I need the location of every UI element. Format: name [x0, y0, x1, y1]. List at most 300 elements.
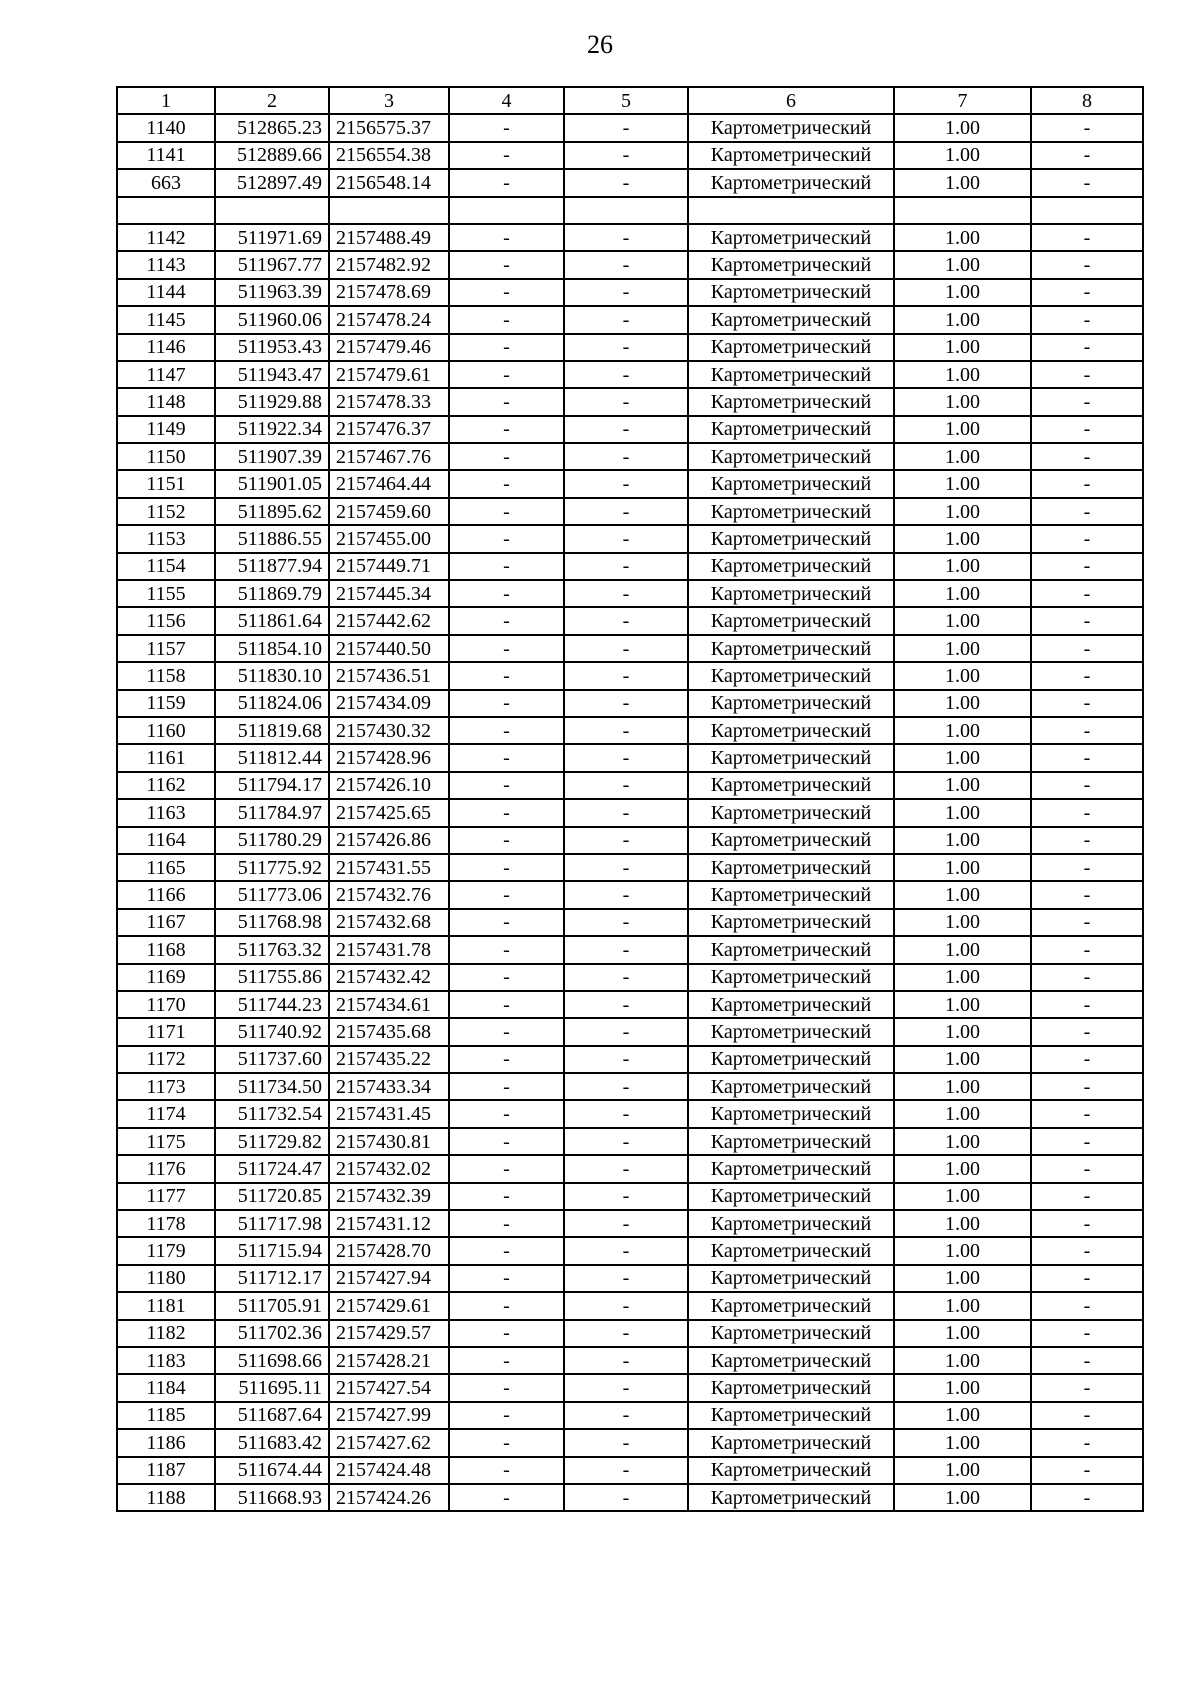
y-coordinate-cell: 2157428.96 — [329, 744, 449, 771]
table-row — [117, 224, 1143, 251]
method-cell: Картометрический — [688, 1237, 894, 1264]
point-number-cell — [117, 197, 215, 224]
accuracy-cell: 1.00 — [894, 416, 1031, 443]
col4-cell: - — [449, 224, 564, 251]
x-coordinate-cell: 511960.06 — [215, 306, 329, 333]
method-cell: Картометрический — [688, 909, 894, 936]
col8-cell: - — [1031, 361, 1143, 388]
col8-cell: - — [1031, 443, 1143, 470]
table-row — [117, 1100, 1143, 1127]
x-coordinate-cell: 511812.44 — [215, 744, 329, 771]
col5-cell: - — [564, 772, 688, 799]
col5-cell: - — [564, 827, 688, 854]
accuracy-cell: 1.00 — [894, 1155, 1031, 1182]
accuracy-cell: 1.00 — [894, 607, 1031, 634]
x-coordinate-cell: 511674.44 — [215, 1457, 329, 1484]
col4-cell: - — [449, 1073, 564, 1100]
col5-cell: - — [564, 662, 688, 689]
x-coordinate-cell: 511886.55 — [215, 525, 329, 552]
col4-cell: - — [449, 525, 564, 552]
col5-cell: - — [564, 991, 688, 1018]
col4-cell: - — [449, 936, 564, 963]
y-coordinate-cell: 2157424.26 — [329, 1484, 449, 1511]
col4-cell — [449, 197, 564, 224]
table-row — [117, 1374, 1143, 1401]
accuracy-cell: 1.00 — [894, 553, 1031, 580]
col4-cell: - — [449, 1402, 564, 1429]
y-coordinate-cell: 2157434.61 — [329, 991, 449, 1018]
col5-cell: - — [564, 114, 688, 141]
col4-cell: - — [449, 1429, 564, 1456]
col5-cell: - — [564, 1320, 688, 1347]
col8-cell: - — [1031, 690, 1143, 717]
accuracy-cell: 1.00 — [894, 1374, 1031, 1401]
col8-cell: - — [1031, 772, 1143, 799]
x-coordinate-cell: 511794.17 — [215, 772, 329, 799]
col8-cell: - — [1031, 470, 1143, 497]
y-coordinate-cell: 2157426.10 — [329, 772, 449, 799]
col8-cell: - — [1031, 744, 1143, 771]
column-header: 5 — [564, 87, 688, 114]
x-coordinate-cell: 511720.85 — [215, 1183, 329, 1210]
col4-cell: - — [449, 580, 564, 607]
method-cell: Картометрический — [688, 553, 894, 580]
col8-cell: - — [1031, 662, 1143, 689]
point-number-cell: 1175 — [117, 1128, 215, 1155]
method-cell: Картометрический — [688, 580, 894, 607]
table-row — [117, 1128, 1143, 1155]
col4-cell: - — [449, 827, 564, 854]
col4-cell: - — [449, 470, 564, 497]
col5-cell: - — [564, 525, 688, 552]
col8-cell: - — [1031, 1018, 1143, 1045]
col5-cell: - — [564, 498, 688, 525]
accuracy-cell: 1.00 — [894, 662, 1031, 689]
x-coordinate-cell: 511943.47 — [215, 361, 329, 388]
method-cell: Картометрический — [688, 854, 894, 881]
col4-cell: - — [449, 1457, 564, 1484]
x-coordinate-cell: 511967.77 — [215, 251, 329, 278]
x-coordinate-cell: 511830.10 — [215, 662, 329, 689]
col8-cell: - — [1031, 991, 1143, 1018]
y-coordinate-cell: 2157434.09 — [329, 690, 449, 717]
col8-cell: - — [1031, 635, 1143, 662]
accuracy-cell: 1.00 — [894, 1265, 1031, 1292]
point-number-cell: 1154 — [117, 553, 215, 580]
col5-cell: - — [564, 964, 688, 991]
col5-cell: - — [564, 1347, 688, 1374]
col5-cell: - — [564, 1402, 688, 1429]
x-coordinate-cell: 511729.82 — [215, 1128, 329, 1155]
point-number-cell: 1167 — [117, 909, 215, 936]
table-row — [117, 607, 1143, 634]
y-coordinate-cell: 2157442.62 — [329, 607, 449, 634]
col4-cell: - — [449, 607, 564, 634]
table-row — [117, 1183, 1143, 1210]
method-cell: Картометрический — [688, 1374, 894, 1401]
col5-cell: - — [564, 1046, 688, 1073]
method-cell: Картометрический — [688, 936, 894, 963]
accuracy-cell: 1.00 — [894, 744, 1031, 771]
accuracy-cell: 1.00 — [894, 1347, 1031, 1374]
method-cell: Картометрический — [688, 690, 894, 717]
accuracy-cell: 1.00 — [894, 717, 1031, 744]
col5-cell: - — [564, 607, 688, 634]
accuracy-cell: 1.00 — [894, 936, 1031, 963]
point-number-cell: 1173 — [117, 1073, 215, 1100]
table-row — [117, 1292, 1143, 1319]
accuracy-cell: 1.00 — [894, 854, 1031, 881]
col8-cell: - — [1031, 1320, 1143, 1347]
method-cell: Картометрический — [688, 114, 894, 141]
accuracy-cell: 1.00 — [894, 991, 1031, 1018]
col4-cell: - — [449, 854, 564, 881]
x-coordinate-cell: 511705.91 — [215, 1292, 329, 1319]
y-coordinate-cell: 2157479.61 — [329, 361, 449, 388]
col4-cell: - — [449, 251, 564, 278]
method-cell: Картометрический — [688, 443, 894, 470]
table-row — [117, 717, 1143, 744]
table-row — [117, 388, 1143, 415]
accuracy-cell: 1.00 — [894, 827, 1031, 854]
x-coordinate-cell: 511755.86 — [215, 964, 329, 991]
point-number-cell: 1165 — [117, 854, 215, 881]
method-cell: Картометрический — [688, 827, 894, 854]
page-number: 26 — [587, 30, 613, 59]
method-cell: Картометрический — [688, 1018, 894, 1045]
col5-cell: - — [564, 1374, 688, 1401]
col5-cell: - — [564, 470, 688, 497]
col4-cell: - — [449, 717, 564, 744]
point-number-cell: 1184 — [117, 1374, 215, 1401]
y-coordinate-cell: 2157435.22 — [329, 1046, 449, 1073]
column-header: 6 — [688, 87, 894, 114]
accuracy-cell: 1.00 — [894, 114, 1031, 141]
col8-cell: - — [1031, 1046, 1143, 1073]
col5-cell: - — [564, 361, 688, 388]
col8-cell: - — [1031, 251, 1143, 278]
table-row — [117, 909, 1143, 936]
y-coordinate-cell: 2157430.32 — [329, 717, 449, 744]
table-row — [117, 690, 1143, 717]
column-header: 2 — [215, 87, 329, 114]
point-number-cell: 1170 — [117, 991, 215, 1018]
point-number-cell: 1157 — [117, 635, 215, 662]
accuracy-cell: 1.00 — [894, 1237, 1031, 1264]
col8-cell: - — [1031, 279, 1143, 306]
col4-cell: - — [449, 443, 564, 470]
method-cell: Картометрический — [688, 1457, 894, 1484]
table-row — [117, 936, 1143, 963]
col8-cell: - — [1031, 1100, 1143, 1127]
table-row — [117, 306, 1143, 333]
y-coordinate-cell: 2157427.94 — [329, 1265, 449, 1292]
col8-cell: - — [1031, 580, 1143, 607]
accuracy-cell: 1.00 — [894, 224, 1031, 251]
col5-cell: - — [564, 224, 688, 251]
col4-cell: - — [449, 690, 564, 717]
method-cell: Картометрический — [688, 224, 894, 251]
table-row — [117, 334, 1143, 361]
y-coordinate-cell: 2157478.33 — [329, 388, 449, 415]
y-coordinate-cell: 2157432.42 — [329, 964, 449, 991]
column-header: 7 — [894, 87, 1031, 114]
col4-cell: - — [449, 964, 564, 991]
x-coordinate-cell: 512889.66 — [215, 142, 329, 169]
col8-cell: - — [1031, 169, 1143, 196]
y-coordinate-cell: 2157428.70 — [329, 1237, 449, 1264]
table-row — [117, 525, 1143, 552]
method-cell: Картометрический — [688, 1210, 894, 1237]
table-body — [117, 114, 1143, 1511]
point-number-cell: 1152 — [117, 498, 215, 525]
accuracy-cell: 1.00 — [894, 306, 1031, 333]
col5-cell: - — [564, 1237, 688, 1264]
col4-cell: - — [449, 1128, 564, 1155]
x-coordinate-cell: 511775.92 — [215, 854, 329, 881]
y-coordinate-cell: 2157459.60 — [329, 498, 449, 525]
col5-cell: - — [564, 142, 688, 169]
method-cell: Картометрический — [688, 169, 894, 196]
point-number-cell: 1153 — [117, 525, 215, 552]
table-row — [117, 1210, 1143, 1237]
x-coordinate-cell: 511929.88 — [215, 388, 329, 415]
accuracy-cell: 1.00 — [894, 1484, 1031, 1511]
column-header: 1 — [117, 87, 215, 114]
y-coordinate-cell — [329, 197, 449, 224]
y-coordinate-cell: 2157435.68 — [329, 1018, 449, 1045]
col4-cell: - — [449, 1018, 564, 1045]
col4-cell: - — [449, 388, 564, 415]
col5-cell: - — [564, 1100, 688, 1127]
column-header: 4 — [449, 87, 564, 114]
x-coordinate-cell: 511744.23 — [215, 991, 329, 1018]
x-coordinate-cell: 512897.49 — [215, 169, 329, 196]
x-coordinate-cell: 511780.29 — [215, 827, 329, 854]
x-coordinate-cell: 511768.98 — [215, 909, 329, 936]
method-cell: Картометрический — [688, 416, 894, 443]
point-number-cell: 1172 — [117, 1046, 215, 1073]
col5-cell: - — [564, 1457, 688, 1484]
col4-cell: - — [449, 498, 564, 525]
point-number-cell: 1163 — [117, 799, 215, 826]
point-number-cell: 1161 — [117, 744, 215, 771]
y-coordinate-cell: 2157432.39 — [329, 1183, 449, 1210]
col5-cell: - — [564, 1073, 688, 1100]
point-number-cell: 1181 — [117, 1292, 215, 1319]
col5-cell: - — [564, 1292, 688, 1319]
col5-cell: - — [564, 1128, 688, 1155]
table-row — [117, 1320, 1143, 1347]
col5-cell: - — [564, 717, 688, 744]
col5-cell: - — [564, 909, 688, 936]
y-coordinate-cell: 2157478.69 — [329, 279, 449, 306]
x-coordinate-cell: 511702.36 — [215, 1320, 329, 1347]
method-cell: Картометрический — [688, 1155, 894, 1182]
col5-cell: - — [564, 1155, 688, 1182]
accuracy-cell: 1.00 — [894, 443, 1031, 470]
col4-cell: - — [449, 1484, 564, 1511]
table-row — [117, 498, 1143, 525]
x-coordinate-cell: 511715.94 — [215, 1237, 329, 1264]
y-coordinate-cell: 2157431.55 — [329, 854, 449, 881]
table-row — [117, 142, 1143, 169]
table-row — [117, 1484, 1143, 1511]
y-coordinate-cell: 2157445.34 — [329, 580, 449, 607]
x-coordinate-cell: 511724.47 — [215, 1155, 329, 1182]
col4-cell: - — [449, 306, 564, 333]
accuracy-cell: 1.00 — [894, 334, 1031, 361]
col4-cell: - — [449, 1265, 564, 1292]
x-coordinate-cell: 511861.64 — [215, 607, 329, 634]
accuracy-cell: 1.00 — [894, 1402, 1031, 1429]
table-row — [117, 799, 1143, 826]
col5-cell: - — [564, 306, 688, 333]
col4-cell: - — [449, 662, 564, 689]
point-number-cell: 1186 — [117, 1429, 215, 1456]
point-number-cell: 1168 — [117, 936, 215, 963]
method-cell: Картометрический — [688, 498, 894, 525]
x-coordinate-cell: 511773.06 — [215, 881, 329, 908]
accuracy-cell: 1.00 — [894, 251, 1031, 278]
col4-cell: - — [449, 1046, 564, 1073]
x-coordinate-cell: 511763.32 — [215, 936, 329, 963]
method-cell: Картометрический — [688, 1100, 894, 1127]
y-coordinate-cell: 2157424.48 — [329, 1457, 449, 1484]
method-cell: Картометрический — [688, 744, 894, 771]
point-number-cell: 1156 — [117, 607, 215, 634]
col4-cell: - — [449, 1210, 564, 1237]
col4-cell: - — [449, 1100, 564, 1127]
table-row — [117, 114, 1143, 141]
col4-cell: - — [449, 1347, 564, 1374]
table-header-row — [117, 87, 1143, 114]
point-number-cell: 1162 — [117, 772, 215, 799]
col8-cell: - — [1031, 1374, 1143, 1401]
col4-cell: - — [449, 279, 564, 306]
point-number-cell: 1166 — [117, 881, 215, 908]
col5-cell: - — [564, 1183, 688, 1210]
table-row — [117, 251, 1143, 278]
col8-cell: - — [1031, 1484, 1143, 1511]
col4-cell: - — [449, 114, 564, 141]
point-number-cell: 1150 — [117, 443, 215, 470]
point-number-cell: 663 — [117, 169, 215, 196]
y-coordinate-cell: 2157427.99 — [329, 1402, 449, 1429]
x-coordinate-cell: 511717.98 — [215, 1210, 329, 1237]
accuracy-cell: 1.00 — [894, 1429, 1031, 1456]
method-cell: Картометрический — [688, 799, 894, 826]
accuracy-cell: 1.00 — [894, 1210, 1031, 1237]
table-row — [117, 1347, 1143, 1374]
col5-cell: - — [564, 744, 688, 771]
col4-cell: - — [449, 1237, 564, 1264]
y-coordinate-cell: 2157427.54 — [329, 1374, 449, 1401]
y-coordinate-cell: 2157428.21 — [329, 1347, 449, 1374]
col5-cell: - — [564, 635, 688, 662]
x-coordinate-cell: 511901.05 — [215, 470, 329, 497]
x-coordinate-cell: 511869.79 — [215, 580, 329, 607]
x-coordinate-cell: 511687.64 — [215, 1402, 329, 1429]
col5-cell: - — [564, 580, 688, 607]
method-cell: Картометрический — [688, 772, 894, 799]
accuracy-cell: 1.00 — [894, 1292, 1031, 1319]
point-number-cell: 1176 — [117, 1155, 215, 1182]
col8-cell: - — [1031, 1265, 1143, 1292]
x-coordinate-cell: 511695.11 — [215, 1374, 329, 1401]
col8-cell: - — [1031, 854, 1143, 881]
col5-cell: - — [564, 881, 688, 908]
accuracy-cell: 1.00 — [894, 142, 1031, 169]
method-cell: Картометрический — [688, 1128, 894, 1155]
accuracy-cell: 1.00 — [894, 498, 1031, 525]
method-cell: Картометрический — [688, 1292, 894, 1319]
point-number-cell: 1188 — [117, 1484, 215, 1511]
point-number-cell: 1185 — [117, 1402, 215, 1429]
point-number-cell: 1182 — [117, 1320, 215, 1347]
y-coordinate-cell: 2157432.76 — [329, 881, 449, 908]
point-number-cell: 1155 — [117, 580, 215, 607]
y-coordinate-cell: 2157440.50 — [329, 635, 449, 662]
point-number-cell: 1149 — [117, 416, 215, 443]
method-cell: Картометрический — [688, 470, 894, 497]
x-coordinate-cell: 511784.97 — [215, 799, 329, 826]
col4-cell: - — [449, 1374, 564, 1401]
method-cell — [688, 197, 894, 224]
accuracy-cell: 1.00 — [894, 1128, 1031, 1155]
col5-cell: - — [564, 416, 688, 443]
method-cell: Картометрический — [688, 306, 894, 333]
column-header: 3 — [329, 87, 449, 114]
method-cell: Картометрический — [688, 1265, 894, 1292]
col4-cell: - — [449, 635, 564, 662]
point-number-cell: 1140 — [117, 114, 215, 141]
method-cell: Картометрический — [688, 881, 894, 908]
y-coordinate-cell: 2157455.00 — [329, 525, 449, 552]
x-coordinate-cell — [215, 197, 329, 224]
table-row — [117, 1429, 1143, 1456]
y-coordinate-cell: 2157436.51 — [329, 662, 449, 689]
table-row — [117, 744, 1143, 771]
method-cell: Картометрический — [688, 1183, 894, 1210]
col8-cell: - — [1031, 607, 1143, 634]
table-row — [117, 991, 1143, 1018]
table-row — [117, 881, 1143, 908]
col5-cell: - — [564, 553, 688, 580]
x-coordinate-cell: 512865.23 — [215, 114, 329, 141]
point-number-cell: 1145 — [117, 306, 215, 333]
col4-cell: - — [449, 744, 564, 771]
y-coordinate-cell: 2157482.92 — [329, 251, 449, 278]
col5-cell: - — [564, 854, 688, 881]
table-row — [117, 470, 1143, 497]
col5-cell — [564, 197, 688, 224]
col8-cell: - — [1031, 1128, 1143, 1155]
method-cell: Картометрический — [688, 388, 894, 415]
point-number-cell: 1142 — [117, 224, 215, 251]
col5-cell: - — [564, 443, 688, 470]
accuracy-cell: 1.00 — [894, 1320, 1031, 1347]
y-coordinate-cell: 2157478.24 — [329, 306, 449, 333]
col4-cell: - — [449, 169, 564, 196]
col8-cell: - — [1031, 553, 1143, 580]
col8-cell: - — [1031, 388, 1143, 415]
y-coordinate-cell: 2157431.12 — [329, 1210, 449, 1237]
y-coordinate-cell: 2157427.62 — [329, 1429, 449, 1456]
accuracy-cell: 1.00 — [894, 580, 1031, 607]
method-cell: Картометрический — [688, 1320, 894, 1347]
point-number-cell: 1183 — [117, 1347, 215, 1374]
